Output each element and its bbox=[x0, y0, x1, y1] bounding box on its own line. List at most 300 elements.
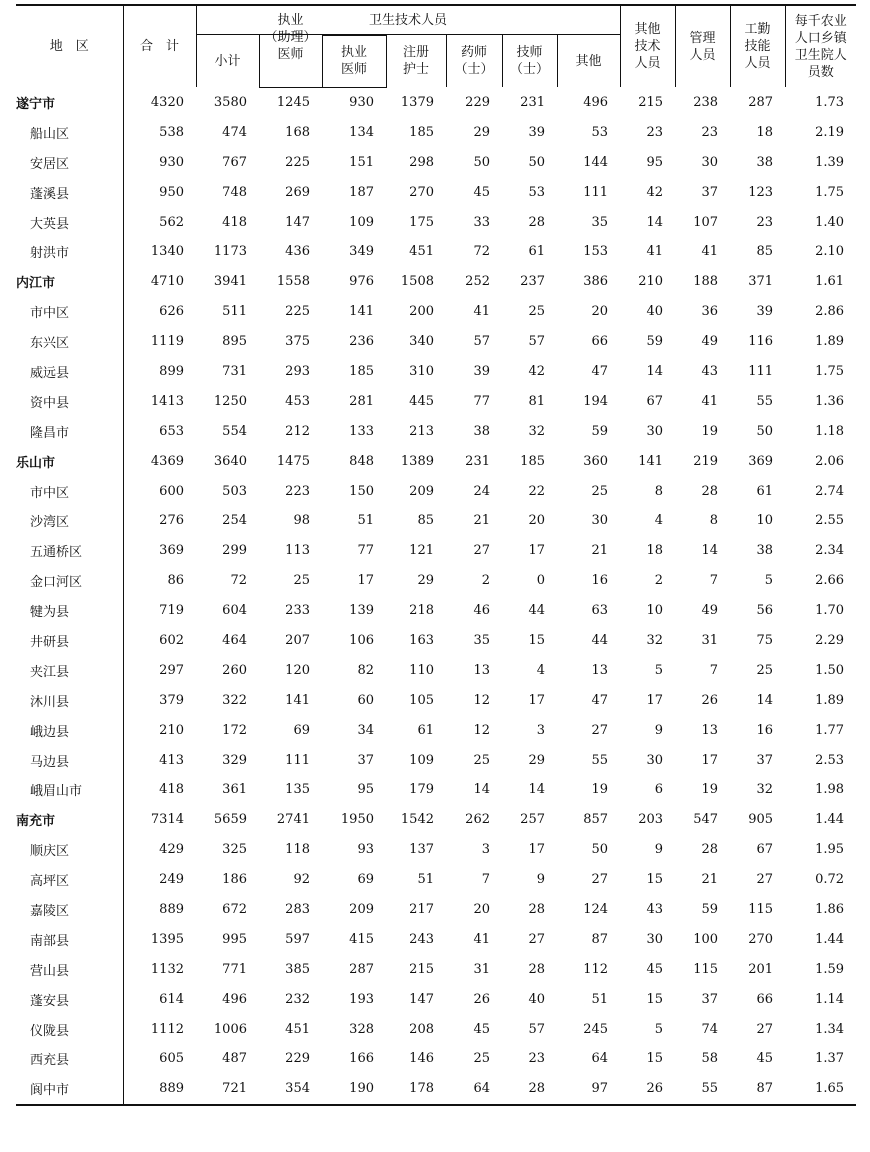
value-cell: 121 bbox=[409, 543, 434, 559]
value-cell: 55 bbox=[675, 1074, 730, 1105]
value-cell: 45 bbox=[646, 961, 664, 977]
value-cell: 38 bbox=[756, 543, 774, 559]
value-cell: 210 bbox=[638, 274, 664, 290]
value-cell: 49 bbox=[701, 334, 719, 350]
value-cell: 185 bbox=[520, 453, 545, 469]
value-cell: 930 bbox=[123, 147, 196, 177]
value-cell: 23 bbox=[646, 124, 664, 140]
value-cell: 1132 bbox=[123, 954, 196, 984]
value-cell: 602 bbox=[123, 626, 196, 656]
table-row bbox=[16, 685, 856, 715]
value-cell: 135 bbox=[285, 782, 310, 798]
table-row bbox=[16, 416, 856, 446]
table-row bbox=[16, 865, 856, 895]
region-name-cell: 井研县 bbox=[30, 634, 70, 650]
value-cell: 1.73 bbox=[815, 94, 845, 110]
region-name-cell: 峨眉山市 bbox=[30, 784, 83, 800]
header-registered-nurse: 注册 护士 bbox=[386, 35, 446, 88]
value-cell: 995 bbox=[222, 931, 247, 947]
value-cell: 28 bbox=[528, 901, 545, 917]
value-cell: 1413 bbox=[123, 386, 196, 416]
value-cell: 133 bbox=[349, 423, 374, 439]
value-cell: 30 bbox=[591, 513, 609, 529]
value-cell: 105 bbox=[409, 692, 434, 708]
value-cell: 185 bbox=[409, 124, 434, 140]
value-cell: 600 bbox=[123, 476, 196, 506]
value-cell: 1.14 bbox=[815, 991, 845, 1007]
value-cell: 7314 bbox=[123, 805, 196, 835]
value-cell: 2.86 bbox=[815, 304, 845, 320]
value-cell: 5659 bbox=[213, 812, 247, 828]
value-cell: 1950 bbox=[340, 812, 374, 828]
value-cell: 19 bbox=[701, 423, 719, 439]
value-cell: 97 bbox=[557, 1074, 620, 1105]
region-name-cell: 夹江县 bbox=[30, 664, 70, 680]
value-cell: 386 bbox=[583, 274, 609, 290]
value-cell: 51 bbox=[357, 513, 374, 529]
value-cell: 9 bbox=[536, 872, 545, 888]
value-cell: 172 bbox=[222, 722, 247, 738]
region-name-cell: 遂宁市 bbox=[16, 96, 56, 112]
value-cell: 225 bbox=[285, 154, 310, 170]
value-cell: 2.66 bbox=[815, 573, 845, 589]
value-cell: 28 bbox=[528, 214, 545, 230]
value-cell: 43 bbox=[701, 363, 719, 379]
value-cell: 2.34 bbox=[815, 543, 845, 559]
table-body bbox=[16, 87, 856, 1105]
region-name-cell: 安居区 bbox=[30, 156, 70, 172]
value-cell: 7 bbox=[481, 872, 490, 888]
value-cell: 219 bbox=[693, 453, 719, 469]
value-cell: 4320 bbox=[123, 87, 196, 117]
value-cell: 35 bbox=[473, 632, 490, 648]
value-cell: 1.37 bbox=[815, 1051, 845, 1067]
value-cell: 1006 bbox=[213, 1021, 247, 1037]
value-cell: 18 bbox=[646, 543, 664, 559]
value-cell: 474 bbox=[222, 124, 247, 140]
value-cell: 59 bbox=[646, 334, 664, 350]
value-cell: 24 bbox=[473, 483, 490, 499]
value-cell: 27 bbox=[473, 543, 490, 559]
value-cell: 14 bbox=[756, 692, 774, 708]
header-other-tech: 其他 技术 人员 bbox=[620, 5, 675, 87]
value-cell: 496 bbox=[222, 991, 247, 1007]
value-cell: 2.06 bbox=[815, 453, 845, 469]
value-cell: 1.75 bbox=[815, 363, 845, 379]
value-cell: 857 bbox=[583, 812, 609, 828]
value-cell: 16 bbox=[591, 573, 609, 589]
value-cell: 257 bbox=[520, 812, 545, 828]
value-cell: 115 bbox=[693, 961, 719, 977]
value-cell: 85 bbox=[756, 244, 774, 260]
value-cell: 59 bbox=[591, 423, 609, 439]
region-name-cell: 东兴区 bbox=[30, 336, 70, 352]
value-cell: 354 bbox=[259, 1074, 322, 1105]
value-cell: 1.98 bbox=[815, 782, 845, 798]
value-cell: 41 bbox=[646, 244, 664, 260]
value-cell: 95 bbox=[646, 154, 664, 170]
value-cell: 175 bbox=[409, 214, 434, 230]
value-cell: 50 bbox=[756, 423, 774, 439]
value-cell: 14 bbox=[528, 782, 545, 798]
value-cell: 37 bbox=[701, 184, 719, 200]
table-row bbox=[16, 745, 856, 775]
value-cell: 231 bbox=[520, 94, 545, 110]
table-row-city bbox=[16, 87, 856, 117]
value-cell: 360 bbox=[583, 453, 609, 469]
value-cell: 123 bbox=[748, 184, 774, 200]
value-cell: 270 bbox=[409, 184, 434, 200]
table-row bbox=[16, 536, 856, 566]
value-cell: 29 bbox=[528, 752, 545, 768]
value-cell: 249 bbox=[123, 865, 196, 895]
value-cell: 1.39 bbox=[815, 154, 845, 170]
value-cell: 9 bbox=[654, 722, 664, 738]
value-cell: 950 bbox=[123, 177, 196, 207]
table-row bbox=[16, 1074, 856, 1105]
region-name-cell: 射洪市 bbox=[30, 246, 70, 262]
value-cell: 245 bbox=[583, 1021, 609, 1037]
region-name-cell: 顺庆区 bbox=[30, 844, 70, 860]
value-cell: 16 bbox=[756, 722, 774, 738]
value-cell: 1.36 bbox=[815, 393, 845, 409]
value-cell: 40 bbox=[528, 991, 545, 1007]
value-cell: 51 bbox=[417, 872, 434, 888]
value-cell: 29 bbox=[417, 573, 434, 589]
value-cell: 39 bbox=[473, 363, 490, 379]
region-name-cell: 船山区 bbox=[30, 126, 70, 142]
value-cell: 653 bbox=[123, 416, 196, 446]
value-cell: 27 bbox=[756, 1021, 774, 1037]
header-health-tech-group: 卫生技术人员 bbox=[196, 5, 620, 35]
value-cell: 1119 bbox=[123, 327, 196, 357]
value-cell: 28 bbox=[528, 961, 545, 977]
value-cell: 626 bbox=[123, 297, 196, 327]
value-cell: 51 bbox=[591, 991, 609, 1007]
value-cell: 17 bbox=[528, 842, 545, 858]
value-cell: 120 bbox=[285, 662, 310, 678]
value-cell: 1542 bbox=[400, 812, 434, 828]
value-cell: 58 bbox=[701, 1051, 719, 1067]
value-cell: 930 bbox=[349, 94, 374, 110]
table-row-city bbox=[16, 446, 856, 476]
value-cell: 385 bbox=[285, 961, 310, 977]
value-cell: 429 bbox=[123, 835, 196, 865]
value-cell: 1.95 bbox=[815, 842, 845, 858]
value-cell: 229 bbox=[285, 1051, 310, 1067]
value-cell: 28 bbox=[701, 842, 719, 858]
value-cell: 281 bbox=[349, 393, 374, 409]
value-cell: 53 bbox=[528, 184, 545, 200]
table-row bbox=[16, 506, 856, 536]
value-cell: 106 bbox=[349, 632, 374, 648]
value-cell: 30 bbox=[646, 931, 664, 947]
value-cell: 905 bbox=[748, 812, 774, 828]
value-cell: 112 bbox=[583, 961, 609, 977]
value-cell: 15 bbox=[646, 991, 664, 1007]
value-cell: 116 bbox=[748, 334, 774, 350]
value-cell: 7 bbox=[709, 662, 719, 678]
value-cell: 328 bbox=[349, 1021, 374, 1037]
value-cell: 254 bbox=[222, 513, 247, 529]
region-name-cell: 隆昌市 bbox=[30, 425, 70, 441]
value-cell: 37 bbox=[357, 752, 374, 768]
value-cell: 26 bbox=[473, 991, 490, 1007]
value-cell: 38 bbox=[756, 154, 774, 170]
value-cell: 899 bbox=[123, 357, 196, 387]
value-cell: 1.61 bbox=[815, 274, 845, 290]
value-cell: 27 bbox=[528, 931, 545, 947]
table-row-city bbox=[16, 805, 856, 835]
value-cell: 33 bbox=[473, 214, 490, 230]
value-cell: 110 bbox=[409, 662, 434, 678]
table-row bbox=[16, 984, 856, 1014]
value-cell: 30 bbox=[701, 154, 719, 170]
table-row bbox=[16, 237, 856, 267]
value-cell: 36 bbox=[701, 304, 719, 320]
header-per-thousand: 每千农业 人口乡镇 卫生院人 员数 bbox=[785, 5, 856, 87]
value-cell: 64 bbox=[446, 1074, 502, 1105]
value-cell: 32 bbox=[646, 632, 664, 648]
value-cell: 44 bbox=[591, 632, 609, 648]
value-cell: 418 bbox=[222, 214, 247, 230]
region-name-cell: 南充市 bbox=[16, 814, 56, 830]
value-cell: 37 bbox=[756, 752, 774, 768]
value-cell: 287 bbox=[349, 961, 374, 977]
value-cell: 554 bbox=[222, 423, 247, 439]
header-pharmacist: 药师 （士） bbox=[446, 35, 502, 88]
value-cell: 67 bbox=[646, 393, 664, 409]
value-cell: 72 bbox=[473, 244, 490, 260]
value-cell: 107 bbox=[693, 214, 719, 230]
value-cell: 141 bbox=[285, 692, 310, 708]
value-cell: 2.53 bbox=[815, 752, 845, 768]
value-cell: 25 bbox=[528, 304, 545, 320]
value-cell: 22 bbox=[528, 483, 545, 499]
table-row bbox=[16, 297, 856, 327]
value-cell: 35 bbox=[591, 214, 609, 230]
value-cell: 56 bbox=[756, 603, 774, 619]
value-cell: 20 bbox=[591, 304, 609, 320]
value-cell: 299 bbox=[222, 543, 247, 559]
value-cell: 8 bbox=[654, 483, 664, 499]
value-cell: 14 bbox=[473, 782, 490, 798]
region-name-cell: 峨边县 bbox=[30, 724, 70, 740]
value-cell: 14 bbox=[701, 543, 719, 559]
value-cell: 185 bbox=[349, 363, 374, 379]
value-cell: 32 bbox=[756, 782, 774, 798]
value-cell: 23 bbox=[528, 1051, 545, 1067]
value-cell: 1.44 bbox=[815, 812, 845, 828]
value-cell: 2 bbox=[481, 573, 490, 589]
value-cell: 1.44 bbox=[815, 931, 845, 947]
value-cell: 55 bbox=[756, 393, 774, 409]
value-cell: 44 bbox=[528, 603, 545, 619]
table-row bbox=[16, 327, 856, 357]
header-technician: 技师 （士） bbox=[502, 35, 557, 88]
value-cell: 2.19 bbox=[815, 124, 845, 140]
value-cell: 207 bbox=[285, 632, 310, 648]
value-cell: 17 bbox=[528, 543, 545, 559]
value-cell: 4710 bbox=[123, 267, 196, 297]
region-name-cell: 大英县 bbox=[30, 216, 70, 232]
value-cell: 1112 bbox=[123, 1014, 196, 1044]
value-cell: 889 bbox=[123, 895, 196, 925]
value-cell: 3941 bbox=[213, 274, 247, 290]
value-cell: 547 bbox=[693, 812, 719, 828]
value-cell: 748 bbox=[222, 184, 247, 200]
value-cell: 1.65 bbox=[785, 1074, 856, 1105]
value-cell: 672 bbox=[222, 901, 247, 917]
value-cell: 57 bbox=[528, 1021, 545, 1037]
value-cell: 721 bbox=[196, 1074, 259, 1105]
value-cell: 418 bbox=[123, 775, 196, 805]
value-cell: 379 bbox=[123, 685, 196, 715]
value-cell: 63 bbox=[591, 603, 609, 619]
value-cell: 12 bbox=[473, 692, 490, 708]
region-name-cell: 嘉陵区 bbox=[30, 903, 70, 919]
value-cell: 179 bbox=[409, 782, 434, 798]
value-cell: 233 bbox=[285, 603, 310, 619]
value-cell: 41 bbox=[473, 931, 490, 947]
value-cell: 17 bbox=[646, 692, 664, 708]
value-cell: 1379 bbox=[400, 94, 434, 110]
value-cell: 29 bbox=[473, 124, 490, 140]
value-cell: 562 bbox=[123, 207, 196, 237]
value-cell: 2 bbox=[654, 573, 664, 589]
value-cell: 92 bbox=[293, 872, 310, 888]
value-cell: 451 bbox=[285, 1021, 310, 1037]
value-cell: 1.18 bbox=[815, 423, 845, 439]
value-cell: 144 bbox=[583, 154, 609, 170]
value-cell: 26 bbox=[701, 692, 719, 708]
value-cell: 9 bbox=[654, 842, 664, 858]
value-cell: 38 bbox=[473, 423, 490, 439]
health-personnel-table bbox=[16, 4, 856, 1106]
value-cell: 111 bbox=[748, 363, 774, 379]
value-cell: 614 bbox=[123, 984, 196, 1014]
value-cell: 42 bbox=[528, 363, 545, 379]
value-cell: 218 bbox=[409, 603, 434, 619]
value-cell: 209 bbox=[409, 483, 434, 499]
header-skilled-workers: 工勤 技能 人员 bbox=[730, 5, 785, 87]
value-cell: 223 bbox=[285, 483, 310, 499]
value-cell: 231 bbox=[465, 453, 490, 469]
value-cell: 6 bbox=[654, 782, 664, 798]
value-cell: 276 bbox=[123, 506, 196, 536]
value-cell: 1.50 bbox=[815, 662, 845, 678]
value-cell: 146 bbox=[409, 1051, 434, 1067]
value-cell: 262 bbox=[465, 812, 490, 828]
statistics-table-page bbox=[16, 4, 856, 1106]
value-cell: 60 bbox=[357, 692, 374, 708]
region-name-cell: 市中区 bbox=[30, 306, 70, 322]
value-cell: 215 bbox=[409, 961, 434, 977]
value-cell: 604 bbox=[222, 603, 247, 619]
region-name-cell: 马边县 bbox=[30, 754, 70, 770]
value-cell: 848 bbox=[349, 453, 374, 469]
value-cell: 32 bbox=[528, 423, 545, 439]
value-cell: 371 bbox=[748, 274, 774, 290]
value-cell: 57 bbox=[528, 334, 545, 350]
value-cell: 40 bbox=[646, 304, 664, 320]
region-name-cell: 仪陇县 bbox=[30, 1023, 70, 1039]
value-cell: 21 bbox=[701, 872, 719, 888]
value-cell: 31 bbox=[701, 632, 719, 648]
value-cell: 895 bbox=[222, 334, 247, 350]
value-cell: 61 bbox=[756, 483, 774, 499]
value-cell: 50 bbox=[591, 842, 609, 858]
value-cell: 243 bbox=[409, 931, 434, 947]
value-cell: 20 bbox=[528, 513, 545, 529]
value-cell: 1389 bbox=[400, 453, 434, 469]
value-cell: 496 bbox=[583, 94, 609, 110]
region-name-cell: 金口河区 bbox=[30, 575, 83, 591]
value-cell: 82 bbox=[357, 662, 374, 678]
value-cell: 487 bbox=[222, 1051, 247, 1067]
value-cell: 451 bbox=[409, 244, 434, 260]
value-cell: 4 bbox=[536, 662, 545, 678]
value-cell: 39 bbox=[756, 304, 774, 320]
value-cell: 64 bbox=[591, 1051, 609, 1067]
value-cell: 163 bbox=[409, 632, 434, 648]
value-cell: 1.75 bbox=[815, 184, 845, 200]
value-cell: 0.72 bbox=[815, 872, 845, 888]
value-cell: 25 bbox=[293, 573, 310, 589]
region-name-cell: 南部县 bbox=[30, 933, 70, 949]
value-cell: 297 bbox=[123, 655, 196, 685]
value-cell: 237 bbox=[520, 274, 545, 290]
value-cell: 287 bbox=[748, 94, 774, 110]
value-cell: 322 bbox=[222, 692, 247, 708]
value-cell: 236 bbox=[349, 334, 374, 350]
header-management: 管理 人员 bbox=[675, 5, 730, 87]
region-name-cell: 高坪区 bbox=[30, 874, 70, 890]
value-cell: 194 bbox=[583, 393, 609, 409]
table-row-city bbox=[16, 267, 856, 297]
value-cell: 1340 bbox=[123, 237, 196, 267]
region-name-cell: 蓬安县 bbox=[30, 993, 70, 1009]
value-cell: 57 bbox=[473, 334, 490, 350]
value-cell: 111 bbox=[583, 184, 609, 200]
table-row bbox=[16, 626, 856, 656]
value-cell: 203 bbox=[638, 812, 664, 828]
value-cell: 329 bbox=[222, 752, 247, 768]
value-cell: 1558 bbox=[276, 274, 310, 290]
value-cell: 147 bbox=[285, 214, 310, 230]
value-cell: 605 bbox=[123, 1044, 196, 1074]
value-cell: 47 bbox=[591, 363, 609, 379]
value-cell: 217 bbox=[409, 901, 434, 917]
value-cell: 349 bbox=[349, 244, 374, 260]
value-cell: 23 bbox=[701, 124, 719, 140]
header-total: 合 计 bbox=[123, 5, 196, 87]
value-cell: 168 bbox=[285, 124, 310, 140]
value-cell: 193 bbox=[349, 991, 374, 1007]
value-cell: 27 bbox=[756, 872, 774, 888]
value-cell: 85 bbox=[417, 513, 434, 529]
value-cell: 293 bbox=[285, 363, 310, 379]
value-cell: 1.89 bbox=[815, 334, 845, 350]
value-cell: 2741 bbox=[276, 812, 310, 828]
region-name-cell: 西充县 bbox=[30, 1053, 70, 1069]
value-cell: 59 bbox=[701, 901, 719, 917]
value-cell: 42 bbox=[646, 184, 664, 200]
value-cell: 12 bbox=[473, 722, 490, 738]
value-cell: 39 bbox=[528, 124, 545, 140]
value-cell: 21 bbox=[473, 513, 490, 529]
region-name-cell: 营山县 bbox=[30, 963, 70, 979]
